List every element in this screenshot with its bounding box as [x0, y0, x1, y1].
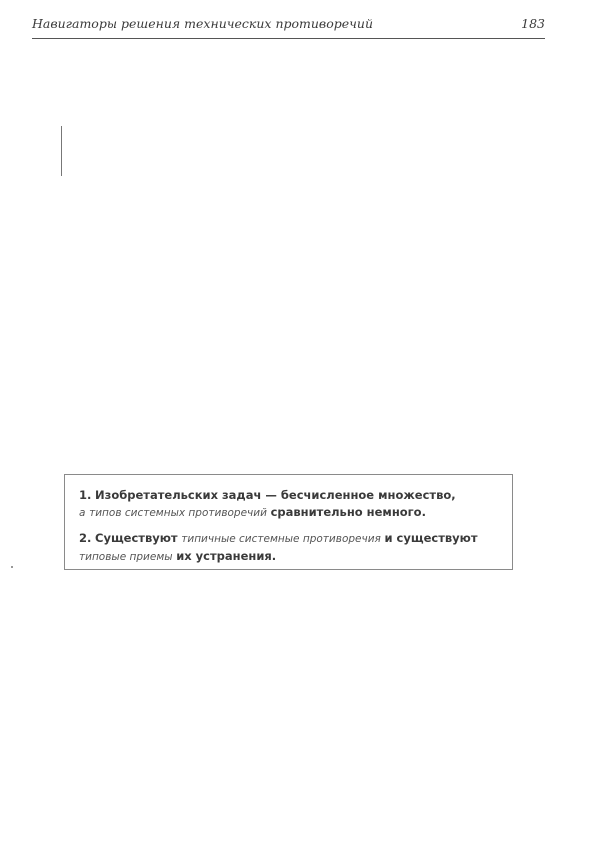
running-header [32, 10, 545, 39]
point-text: типов системных противоречий [89, 507, 267, 519]
point-text: Изобретательских задач — бесчисленное множество, [95, 488, 456, 502]
point-text: и существуют [384, 531, 478, 545]
running-title: Навигаторы решения технических противоречий [32, 16, 374, 31]
point-text: Существуют [95, 531, 178, 545]
print-speck [11, 566, 13, 568]
point-text: сравнительно немного. [270, 505, 426, 519]
summary-point-1 [79, 487, 504, 522]
point-text: а [79, 507, 86, 519]
margin-rule [61, 126, 62, 176]
page-number: 183 [521, 16, 545, 31]
point-number: 2. [79, 531, 92, 545]
summary-point-2 [79, 530, 504, 566]
point-text: типовые приемы [79, 551, 173, 563]
point-number: 1. [79, 488, 92, 502]
point-text: их устранения. [176, 549, 277, 563]
point-text: типичные системные противоречия [181, 533, 381, 545]
summary-box [64, 474, 513, 570]
